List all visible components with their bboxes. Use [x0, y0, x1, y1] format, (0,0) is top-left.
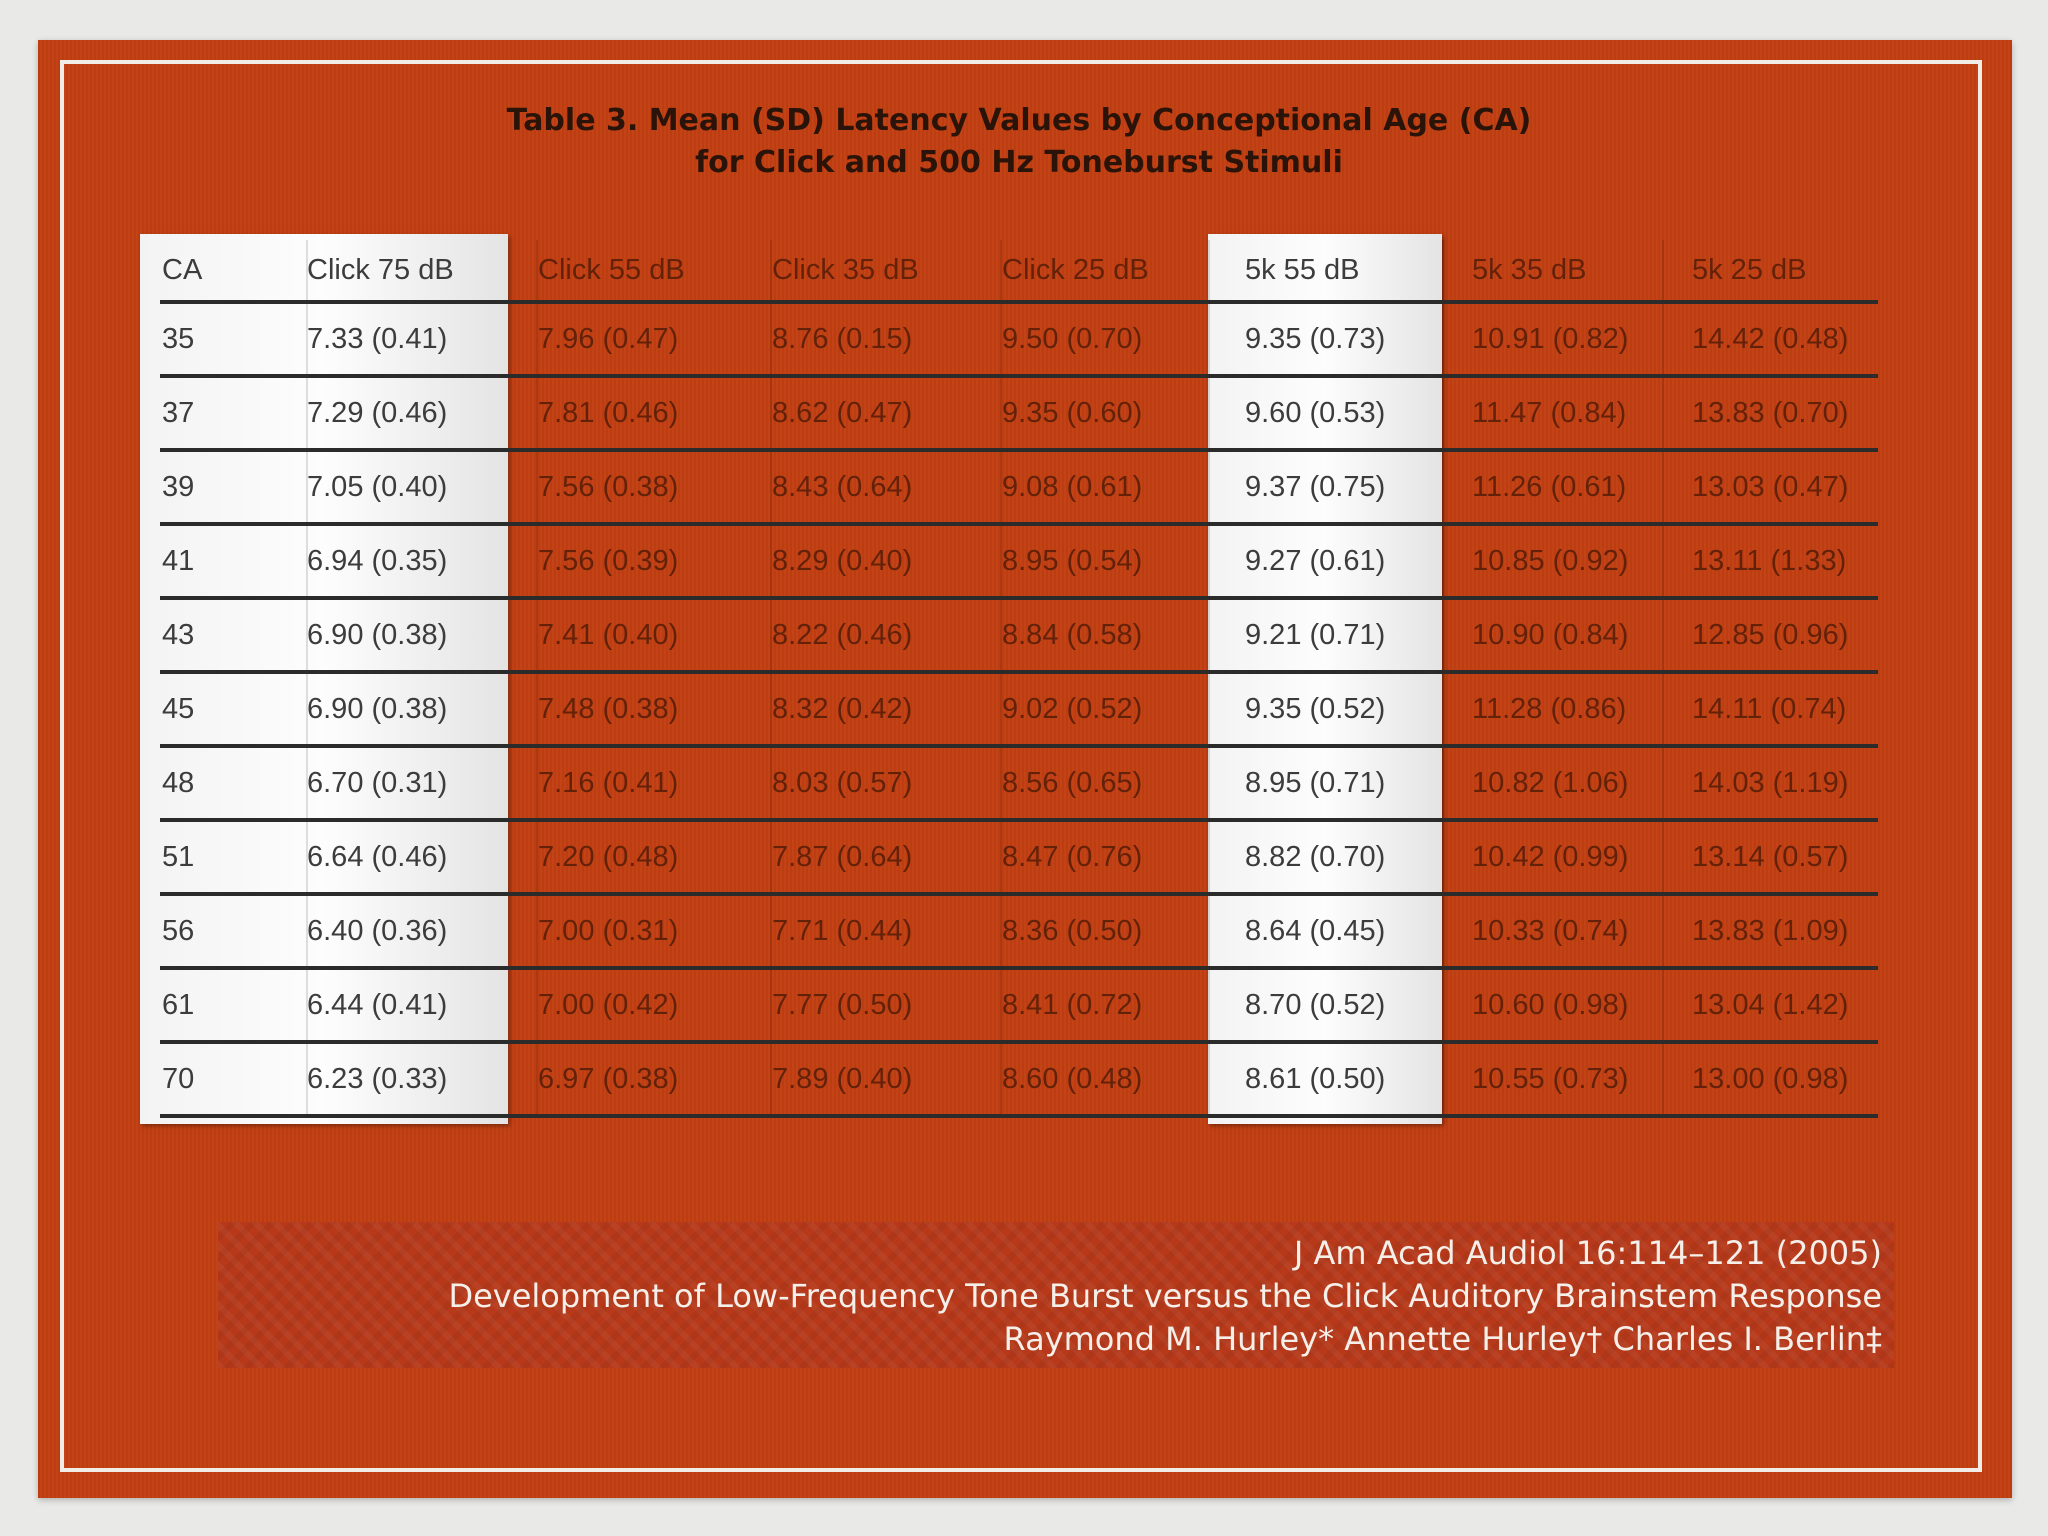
- table-cell: 8.47 (0.76): [1002, 840, 1143, 873]
- table-cell: 8.95 (0.71): [1245, 766, 1386, 799]
- column-divider: [1208, 304, 1210, 374]
- table-cell: 8.64 (0.45): [1245, 914, 1386, 947]
- table-cell: 7.81 (0.46): [538, 396, 679, 429]
- table-cell: 7.29 (0.46): [307, 396, 448, 429]
- table-cell: 8.22 (0.46): [772, 618, 913, 651]
- column-divider: [1442, 896, 1444, 966]
- column-header: 5k 35 dB: [1472, 253, 1587, 286]
- table-cell: 51: [162, 840, 195, 873]
- column-divider: [1442, 304, 1444, 374]
- column-divider: [1208, 822, 1210, 892]
- column-divider: [1208, 600, 1210, 670]
- column-divider: [1662, 896, 1664, 966]
- table-cell: 8.43 (0.64): [772, 470, 913, 503]
- table-cell: 11.26 (0.61): [1472, 470, 1627, 503]
- table-row: [160, 1044, 1878, 1118]
- table-row: [160, 526, 1878, 600]
- citation-authors: Raymond M. Hurley* Annette Hurley† Charles I. Berlin‡: [1003, 1320, 1882, 1358]
- table-cell: 9.50 (0.70): [1002, 322, 1143, 355]
- column-header: 5k 25 dB: [1692, 253, 1807, 286]
- column-header: Click 55 dB: [538, 253, 685, 286]
- table-cell: 8.61 (0.50): [1245, 1062, 1386, 1095]
- table-cell: 35: [162, 322, 195, 355]
- table-cell: 43: [162, 618, 195, 651]
- citation-article-title: Development of Low-Frequency Tone Burst versus the Click Auditory Brainstem Response: [448, 1277, 1882, 1315]
- table-cell: 9.60 (0.53): [1245, 396, 1386, 429]
- column-divider: [1662, 378, 1664, 448]
- table-cell: 10.33 (0.74): [1472, 914, 1629, 947]
- table-cell: 8.82 (0.70): [1245, 840, 1386, 873]
- table-row: [160, 822, 1878, 896]
- table-row: [160, 304, 1878, 378]
- latency-table: [160, 240, 1878, 1118]
- table-row: [160, 896, 1878, 970]
- citation-box: [218, 1222, 1894, 1368]
- table-cell: 13.04 (1.42): [1692, 988, 1849, 1021]
- table-row: [160, 970, 1878, 1044]
- table-cell: 6.90 (0.38): [307, 692, 448, 725]
- table-title-line-2: for Click and 500 Hz Toneburst Stimuli: [695, 145, 1343, 180]
- column-divider: [1662, 674, 1664, 744]
- table-cell: 41: [162, 544, 195, 577]
- column-divider: [1662, 304, 1664, 374]
- table-cell: 10.42 (0.99): [1472, 840, 1629, 873]
- column-divider: [1662, 452, 1664, 522]
- column-divider: [1442, 970, 1444, 1040]
- table-cell: 8.29 (0.40): [772, 544, 913, 577]
- table-cell: 14.11 (0.74): [1692, 692, 1847, 725]
- citation-journal: J Am Acad Audiol 16:114–121 (2005): [1293, 1234, 1882, 1272]
- column-divider: [1442, 822, 1444, 892]
- table-cell: 6.64 (0.46): [307, 840, 448, 873]
- table-row: [160, 600, 1878, 674]
- table-cell: 39: [162, 470, 195, 503]
- column-divider: [1208, 1044, 1210, 1114]
- table-cell: 9.02 (0.52): [1002, 692, 1143, 725]
- table-cell: 6.40 (0.36): [307, 914, 448, 947]
- table-cell: 13.14 (0.57): [1692, 840, 1849, 873]
- column-divider: [1442, 378, 1444, 448]
- table-cell: 7.56 (0.38): [538, 470, 679, 503]
- table-title: [0, 100, 2038, 184]
- table-cell: 6.23 (0.33): [307, 1062, 448, 1095]
- table-cell: 8.60 (0.48): [1002, 1062, 1143, 1095]
- column-divider: [1442, 674, 1444, 744]
- table-cell: 37: [162, 396, 195, 429]
- table-cell: 7.77 (0.50): [772, 988, 913, 1021]
- table-cell: 12.85 (0.96): [1692, 618, 1849, 651]
- column-divider: [1662, 1044, 1664, 1114]
- table-cell: 10.60 (0.98): [1472, 988, 1629, 1021]
- table-cell: 13.83 (0.70): [1692, 396, 1849, 429]
- table-cell: 9.35 (0.60): [1002, 396, 1143, 429]
- table-cell: 6.44 (0.41): [307, 988, 448, 1021]
- table-cell: 7.00 (0.31): [538, 914, 679, 947]
- table-cell: 7.71 (0.44): [772, 914, 913, 947]
- column-divider: [1208, 970, 1210, 1040]
- table-cell: 7.87 (0.64): [772, 840, 913, 873]
- table-cell: 6.97 (0.38): [538, 1062, 679, 1095]
- column-divider: [1442, 452, 1444, 522]
- table-cell: 8.70 (0.52): [1245, 988, 1386, 1021]
- column-divider: [1662, 822, 1664, 892]
- table-cell: 10.85 (0.92): [1472, 544, 1629, 577]
- table-title-line-1: Table 3. Mean (SD) Latency Values by Conceptional Age (CA): [506, 103, 1532, 138]
- table-cell: 7.89 (0.40): [772, 1062, 913, 1095]
- table-cell: 9.08 (0.61): [1002, 470, 1143, 503]
- table-cell: 10.55 (0.73): [1472, 1062, 1629, 1095]
- column-divider: [1208, 378, 1210, 448]
- table-cell: 45: [162, 692, 195, 725]
- column-divider: [1208, 748, 1210, 818]
- table-cell: 8.84 (0.58): [1002, 618, 1143, 651]
- table-row: [160, 452, 1878, 526]
- table-cell: 11.28 (0.86): [1472, 692, 1627, 725]
- table-cell: 7.56 (0.39): [538, 544, 679, 577]
- table-row: [160, 674, 1878, 748]
- table-cell: 9.37 (0.75): [1245, 470, 1386, 503]
- column-header: 5k 55 dB: [1245, 253, 1360, 286]
- column-divider: [1442, 1044, 1444, 1114]
- table-cell: 9.21 (0.71): [1245, 618, 1386, 651]
- table-cell: 9.35 (0.73): [1245, 322, 1386, 355]
- table-cell: 14.42 (0.48): [1692, 322, 1849, 355]
- table-row: [160, 748, 1878, 822]
- table-cell: 8.62 (0.47): [772, 396, 913, 429]
- table-cell: 8.41 (0.72): [1002, 988, 1143, 1021]
- column-header: CA: [162, 253, 203, 286]
- column-divider: [1662, 970, 1664, 1040]
- table-cell: 8.76 (0.15): [772, 322, 913, 355]
- table-cell: 7.16 (0.41): [538, 766, 679, 799]
- table-cell: 48: [162, 766, 195, 799]
- table-cell: 8.95 (0.54): [1002, 544, 1143, 577]
- column-divider: [1662, 526, 1664, 596]
- table-cell: 9.35 (0.52): [1245, 692, 1386, 725]
- table-cell: 9.27 (0.61): [1245, 544, 1386, 577]
- table-cell: 8.36 (0.50): [1002, 914, 1143, 947]
- table-cell: 13.00 (0.98): [1692, 1062, 1849, 1095]
- column-divider: [1208, 240, 1210, 300]
- column-divider: [1662, 748, 1664, 818]
- table-cell: 10.91 (0.82): [1472, 322, 1629, 355]
- table-cell: 7.05 (0.40): [307, 470, 448, 503]
- table-header-row: [160, 240, 1878, 304]
- column-divider: [1662, 240, 1664, 300]
- column-divider: [1208, 674, 1210, 744]
- table-cell: 13.11 (1.33): [1692, 544, 1847, 577]
- table-cell: 7.20 (0.48): [538, 840, 679, 873]
- table-cell: 7.96 (0.47): [538, 322, 679, 355]
- table-cell: 6.94 (0.35): [307, 544, 448, 577]
- table-cell: 7.00 (0.42): [538, 988, 679, 1021]
- table-cell: 7.48 (0.38): [538, 692, 679, 725]
- column-divider: [1208, 896, 1210, 966]
- column-divider: [1442, 600, 1444, 670]
- table-cell: 10.82 (1.06): [1472, 766, 1629, 799]
- table-cell: 56: [162, 914, 195, 947]
- column-divider: [1662, 600, 1664, 670]
- column-divider: [1442, 526, 1444, 596]
- table-cell: 11.47 (0.84): [1472, 396, 1627, 429]
- column-header: Click 35 dB: [772, 253, 919, 286]
- table-cell: 6.90 (0.38): [307, 618, 448, 651]
- column-divider: [1442, 748, 1444, 818]
- table-cell: 8.03 (0.57): [772, 766, 913, 799]
- column-divider: [1208, 526, 1210, 596]
- table-cell: 6.70 (0.31): [307, 766, 448, 799]
- table-cell: 61: [162, 988, 195, 1021]
- column-divider: [1208, 452, 1210, 522]
- table-cell: 8.56 (0.65): [1002, 766, 1143, 799]
- table-cell: 13.83 (1.09): [1692, 914, 1849, 947]
- column-header: Click 75 dB: [307, 253, 454, 286]
- table-cell: 10.90 (0.84): [1472, 618, 1629, 651]
- column-header: Click 25 dB: [1002, 253, 1149, 286]
- table-row: [160, 378, 1878, 452]
- table-cell: 14.03 (1.19): [1692, 766, 1849, 799]
- table-cell: 13.03 (0.47): [1692, 470, 1849, 503]
- table-cell: 70: [162, 1062, 195, 1095]
- column-divider: [1442, 240, 1444, 300]
- table-cell: 7.41 (0.40): [538, 618, 679, 651]
- table-cell: 8.32 (0.42): [772, 692, 913, 725]
- table-cell: 7.33 (0.41): [307, 322, 448, 355]
